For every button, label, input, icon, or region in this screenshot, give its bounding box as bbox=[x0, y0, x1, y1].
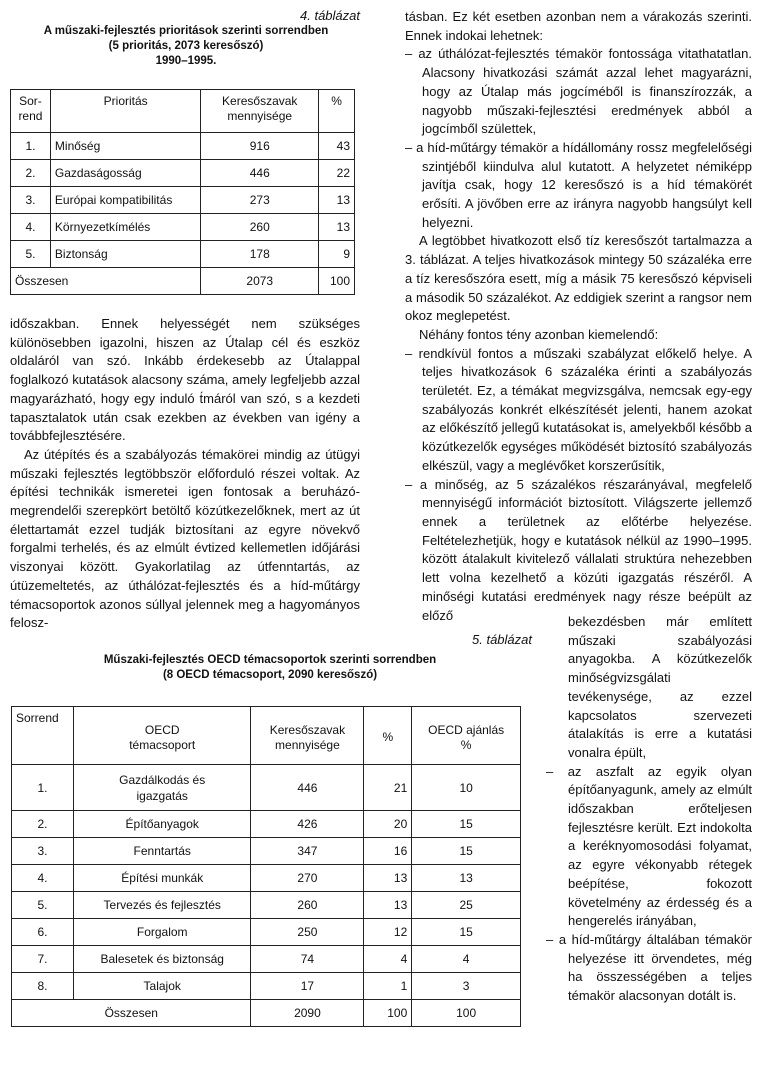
table4-header-count: Keresőszavak mennyisége bbox=[201, 90, 319, 133]
table-total-row bbox=[11, 268, 355, 295]
rank-cell: 4. bbox=[12, 865, 74, 892]
table5-header-group: OECD témacsoport bbox=[73, 707, 251, 765]
total-oecd: 100 bbox=[412, 1000, 521, 1027]
count-cell: 273 bbox=[201, 187, 319, 214]
paragraph: Néhány fontos tény azonban kiemelendő: bbox=[419, 326, 659, 342]
rank-cell: 5. bbox=[12, 892, 74, 919]
count-cell: 260 bbox=[201, 214, 319, 241]
table4-title-line: 1990–1995. bbox=[155, 55, 217, 67]
table4-header-rank: Sor- rend bbox=[11, 90, 51, 133]
oecd-cell: 15 bbox=[412, 838, 521, 865]
count-cell: 916 bbox=[201, 133, 319, 160]
table5-header-pct: % bbox=[364, 707, 412, 765]
paragraph: Az útépítés és a szabályozás témakörei mindig az útügyi műszaki fejlesztés legtöbbször előforduló részei voltak. Az építési technikák ismeretei igen fontosak a beruházó-megrendelői szerepkört betöltő közútkezelőknek, mert az út élettartamát ezzel tudják biztosítani az egyre növekvő forgalmi terhelés, és az elmúlt évtized kellemetlen időjárási viszonyai között. Gyakorlatilag az útfenntartás, az útüzemeltetés, az úthálózat-fejlesztés és a híd-műtárgy témacsoportok azonos súllyal jelennek meg a hagyományos felosz- bbox=[10, 446, 360, 631]
table4-title-line: A műszaki-fejlesztés prioritások szerinti sorrendben bbox=[43, 25, 329, 37]
oecd-cell: 13 bbox=[412, 865, 521, 892]
rank-cell: 1. bbox=[12, 765, 74, 811]
table-row bbox=[12, 811, 521, 838]
paragraph: időszakban. Ennek helyességét nem szükséges különösebben igazolni, hiszen az Útalap cél és eszköz oldaláról van szó. Inkább érdekesebb az Útalappal foglalkozó kutatások alacsony száma, amely legfeljebb azzal magyarázható, hogy egy induló t́máról van szó, s a kezdeti tapasztalatok után csak ezekben az években van igény a továbbfejlesztésére. bbox=[10, 316, 360, 444]
list-item: – az úthálózat-fejlesztés témakör fontossága vitathatatlan. Alacsony hivatkozási számát azzal lehet magyarázni, hogy az Útalap más jogcíméből is finanszírozzák, a nagyobb műszaki-fejlesztési eredmények abból a jogcímből születtek, bbox=[405, 46, 752, 137]
table4-title-line: (5 prioritás, 2073 keresőszó) bbox=[108, 40, 264, 52]
rank-cell: 8. bbox=[12, 973, 74, 1000]
table4-caption: 4. táblázat bbox=[300, 8, 360, 23]
table-row bbox=[12, 865, 521, 892]
oecd-cell: 3 bbox=[412, 973, 521, 1000]
total-label: Összesen bbox=[11, 268, 201, 295]
pct-cell: 13 bbox=[364, 865, 412, 892]
paragraph: tásban. Ez két esetben azonban nem a várakozás szerinti. Ennek indokai lehetnek: bbox=[405, 9, 752, 43]
pct-cell: 9 bbox=[319, 241, 355, 268]
count-cell: 74 bbox=[251, 946, 364, 973]
priority-cell: Európai kompatibilitás bbox=[50, 187, 201, 214]
pct-cell: 4 bbox=[364, 946, 412, 973]
rank-cell: 5. bbox=[11, 241, 51, 268]
list-item: – a híd-műtárgy általában témakör helyezése itt örvendetes, még ha összességében a teljes témakör alacsonyan dotált is. bbox=[546, 931, 752, 1004]
table5-title bbox=[10, 653, 530, 683]
pct-cell: 22 bbox=[319, 160, 355, 187]
group-cell: Balesetek és biztonság bbox=[73, 946, 251, 973]
count-cell: 270 bbox=[251, 865, 364, 892]
pct-cell: 1 bbox=[364, 973, 412, 1000]
count-cell: 17 bbox=[251, 973, 364, 1000]
table4 bbox=[10, 89, 355, 295]
rank-cell: 2. bbox=[11, 160, 51, 187]
priority-cell: Környezetkímélés bbox=[50, 214, 201, 241]
table5-header-rank: Sorrend bbox=[12, 707, 74, 765]
pct-cell: 13 bbox=[319, 187, 355, 214]
list-item: – az aszfalt az egyik olyan építőanyagunk, amely az elmúlt időszakban erőteljesen fejlesztésre került. Ezt indokolta a keréknyomosodási folyamat, az egyre vékonyabb rétegek beépítése, fokozott követelmény az érdesség és a hengerelés irányában, bbox=[546, 763, 752, 929]
pct-cell: 12 bbox=[364, 919, 412, 946]
right-column-text-bottom bbox=[546, 613, 752, 1006]
total-count: 2073 bbox=[201, 268, 319, 295]
rank-cell: 1. bbox=[11, 133, 51, 160]
total-pct: 100 bbox=[319, 268, 355, 295]
oecd-cell: 10 bbox=[412, 765, 521, 811]
table5-title-line: (8 OECD témacsoport, 2090 keresőszó) bbox=[162, 669, 378, 681]
oecd-cell: 15 bbox=[412, 919, 521, 946]
count-cell: 446 bbox=[201, 160, 319, 187]
list-item: – a híd-műtárgy témakör a hídállomány rossz megfelelőségi szintjéből kiindulva alul kutatott. A helyzetet némiképp javítja csak, hogy 12 keresőszó is a híd témakörét erősíti. A jövőben erre az irányra nagyobb hangsúlyt kell helyezni. bbox=[405, 139, 752, 230]
group-cell: Építőanyagok bbox=[73, 811, 251, 838]
priority-cell: Minőség bbox=[50, 133, 201, 160]
left-column-text bbox=[10, 315, 360, 633]
priority-cell: Biztonság bbox=[50, 241, 201, 268]
table-row bbox=[11, 160, 355, 187]
rank-cell: 6. bbox=[12, 919, 74, 946]
pct-cell: 21 bbox=[364, 765, 412, 811]
table4-header-pct: % bbox=[319, 90, 355, 133]
table-row bbox=[11, 133, 355, 160]
table4-title bbox=[10, 24, 362, 69]
list-item: – rendkívül fontos a műszaki szabályzat előkelő helye. A teljes hivatkozások 6 százaléka érinti a szabályozás területét. Ez, a témákat megvizsgálva, nemcsak egy-egy szabályozás konkrét elkészítését jelenti, hanem azokat az előkészítő jellegű kutatásokat is, amelyekből később a közútkezelők egységes működését biztosító szabályozás elkészül, vagy a meglévőket korszerűsítik, bbox=[405, 345, 752, 473]
pct-cell: 43 bbox=[319, 133, 355, 160]
group-cell: Építési munkák bbox=[73, 865, 251, 892]
rank-cell: 7. bbox=[12, 946, 74, 973]
pct-cell: 13 bbox=[319, 214, 355, 241]
table5-header-count: Keresőszavak mennyisége bbox=[251, 707, 364, 765]
table-row bbox=[11, 187, 355, 214]
list-item: – a minőség, az 5 százalékos részarányával, megfelelő mennyiségű információt biztosított. Világszerte jellemző ennek a területnek az előtérbe helyezése. Feltételezhetjük, hogy e kutatások nélkül az 1990–1995. között átalakult kivitelező vállalati struktúra nehezebben lett volna kezelhető a közúti igazgatás részéről. A minőségi kutatási eredmények nagy része beépült az előző bbox=[405, 476, 752, 623]
oecd-cell: 4 bbox=[412, 946, 521, 973]
priority-cell: Gazdaságosság bbox=[50, 160, 201, 187]
oecd-cell: 25 bbox=[412, 892, 521, 919]
count-cell: 178 bbox=[201, 241, 319, 268]
table5-header-oecd: OECD ajánlás % bbox=[412, 707, 521, 765]
table-total-row bbox=[12, 1000, 521, 1027]
rank-cell: 3. bbox=[11, 187, 51, 214]
table-row bbox=[12, 946, 521, 973]
table-row bbox=[11, 241, 355, 268]
paragraph: bekezdésben már említett műszaki szabályozási anyagokba. A közútkezelők minőségvizsgálati tevékenysége, az ezzel kapcsolatos szervezeti átalakítás is erre a kutatási vonalra épült, bbox=[568, 614, 752, 760]
right-column-text-top bbox=[405, 8, 752, 625]
total-count: 2090 bbox=[251, 1000, 364, 1027]
rank-cell: 2. bbox=[12, 811, 74, 838]
table-row bbox=[12, 919, 521, 946]
group-cell: Gazdálkodás és igazgatás bbox=[73, 765, 251, 811]
group-cell: Talajok bbox=[73, 973, 251, 1000]
table-row bbox=[12, 765, 521, 811]
count-cell: 260 bbox=[251, 892, 364, 919]
group-cell: Fenntartás bbox=[73, 838, 251, 865]
table5-caption: 5. táblázat bbox=[472, 632, 532, 647]
group-cell: Forgalom bbox=[73, 919, 251, 946]
table-row bbox=[12, 838, 521, 865]
table5 bbox=[11, 706, 521, 1027]
rank-cell: 3. bbox=[12, 838, 74, 865]
paragraph: A legtöbbet hivatkozott első tíz keresőszót tartalmazza a 3. táblázat. A teljes hivatkozások mintegy 50 százaléka erre a tíz keresőszóra esett, míg a másik 75 keresőszó képviseli a második 50 százalékot. Az eddigiek szerint a rangsor nem okoz meglepetést. bbox=[405, 233, 752, 324]
table-row bbox=[12, 973, 521, 1000]
group-cell: Tervezés és fejlesztés bbox=[73, 892, 251, 919]
rank-cell: 4. bbox=[11, 214, 51, 241]
total-pct: 100 bbox=[364, 1000, 412, 1027]
table-row bbox=[12, 892, 521, 919]
pct-cell: 16 bbox=[364, 838, 412, 865]
table5-title-line: Műszaki-fejlesztés OECD témacsoportok szerinti sorrendben bbox=[103, 654, 437, 666]
pct-cell: 20 bbox=[364, 811, 412, 838]
table4-header-priority: Prioritás bbox=[50, 90, 201, 133]
count-cell: 426 bbox=[251, 811, 364, 838]
total-label: Összesen bbox=[12, 1000, 251, 1027]
pct-cell: 13 bbox=[364, 892, 412, 919]
count-cell: 347 bbox=[251, 838, 364, 865]
table-row bbox=[11, 214, 355, 241]
oecd-cell: 15 bbox=[412, 811, 521, 838]
count-cell: 446 bbox=[251, 765, 364, 811]
count-cell: 250 bbox=[251, 919, 364, 946]
